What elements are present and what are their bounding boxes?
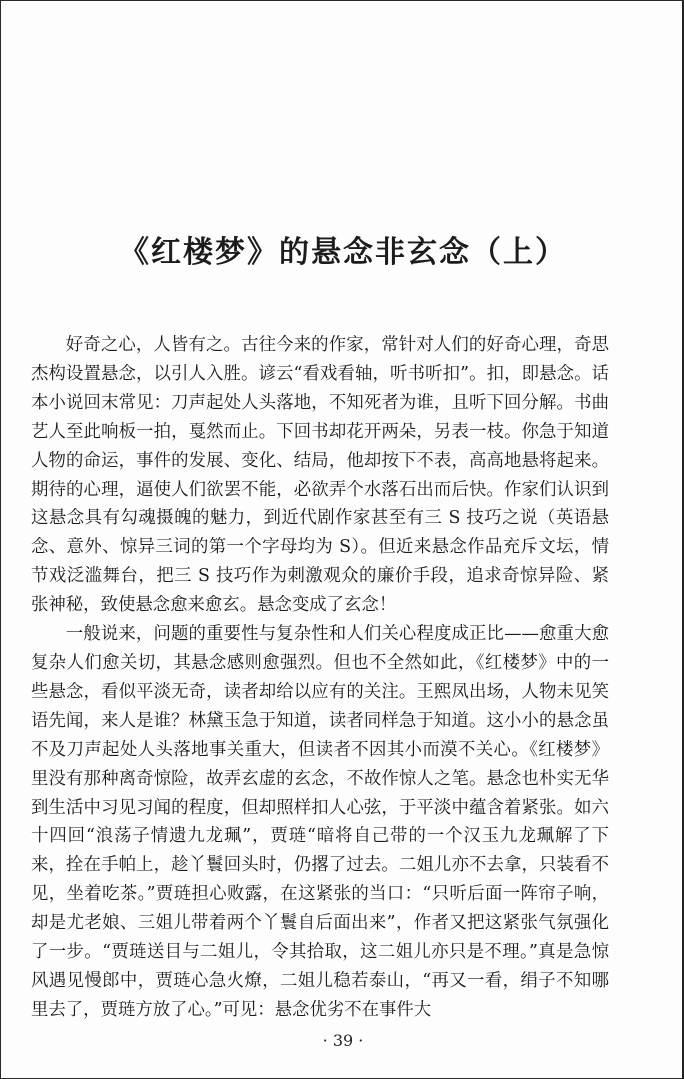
chapter-title: 《红楼梦》的悬念非玄念（上） [119, 235, 567, 270]
paragraph-2: 一般说来，问题的重要性与复杂性和人们关心程度成正比——愈重大愈复杂人们愈关切，其悬念感则愈强烈。但也不全然如此，《红楼梦》中的一些悬念，看似平淡无奇，读者却给以应有的关注。王熙凤出场，人物未见笑语先闻，来人是谁？林黛玉急于知道，读者同样急于知道。这小小的悬念虽不及刀声起处人头落地事关重大，但读者不因其小而漠不关心。《红楼梦》里没有那种离奇惊险，故弄玄虚的玄念，不故作惊人之笔。悬念也朴实无华到生活中习见习闻的程度，但却照样扣人心弦，于平淡中蕴含着紧张。如六十四回“浪荡子情遗九龙珮”，贾琏“暗将自己带的一个汉玉九龙珮解了下来，拴在手帕上，趁丫鬟回头时，仍撂了过去。二姐儿亦不去拿，只装看不见，坐着吃茶。”贾琏担心败露，在这紧张的当口：“只听后面一阵帘子响，却是尤老娘、三姐儿带着两个丫鬟自后面出来”，作者又把这紧张气氛强化了一步。“贾琏送目与二姐儿，令其拾取，这二姐儿亦只是不理。”真是急惊风遇见慢郎中，贾琏心急火燎，二姐儿稳若泰山，“再又一看，绢子不知哪里去了，贾琏方放了心。”可见：悬念优劣不在事件大 [31, 624, 609, 1020]
body-text [31, 331, 609, 1025]
paragraph-1: 好奇之心，人皆有之。古往今来的作家，常针对人们的好奇心理，奇思杰构设置悬念，以引人入胜。谚云“看戏看轴，听书听扣”。扣，即悬念。话本小说回末常见：刀声起处人头落地，不知死者为谁，且听下回分解。书曲艺人至此响板一拍，戛然而止。下回书却花开两朵，另表一枝。你急于知道人物的命运，事件的发展、变化、结局，他却按下不表，高高地悬将起来。期待的心理，逼使人们欲罢不能，必欲弄个水落石出而后快。作家们认识到这悬念具有勾魂摄魄的魅力，到近代剧作家甚至有三 S 技巧之说（英语悬念、意外、惊异三词的第一个字母均为 S）。但近来悬念作品充斥文坛，情节戏泛滥舞台，把三 S 技巧作为刺激观众的廉价手段，追求奇惊异险、紧张神秘，致使悬念愈来愈玄。悬念变成了玄念！ [31, 335, 609, 616]
page-number: · 39 · [322, 1031, 364, 1050]
